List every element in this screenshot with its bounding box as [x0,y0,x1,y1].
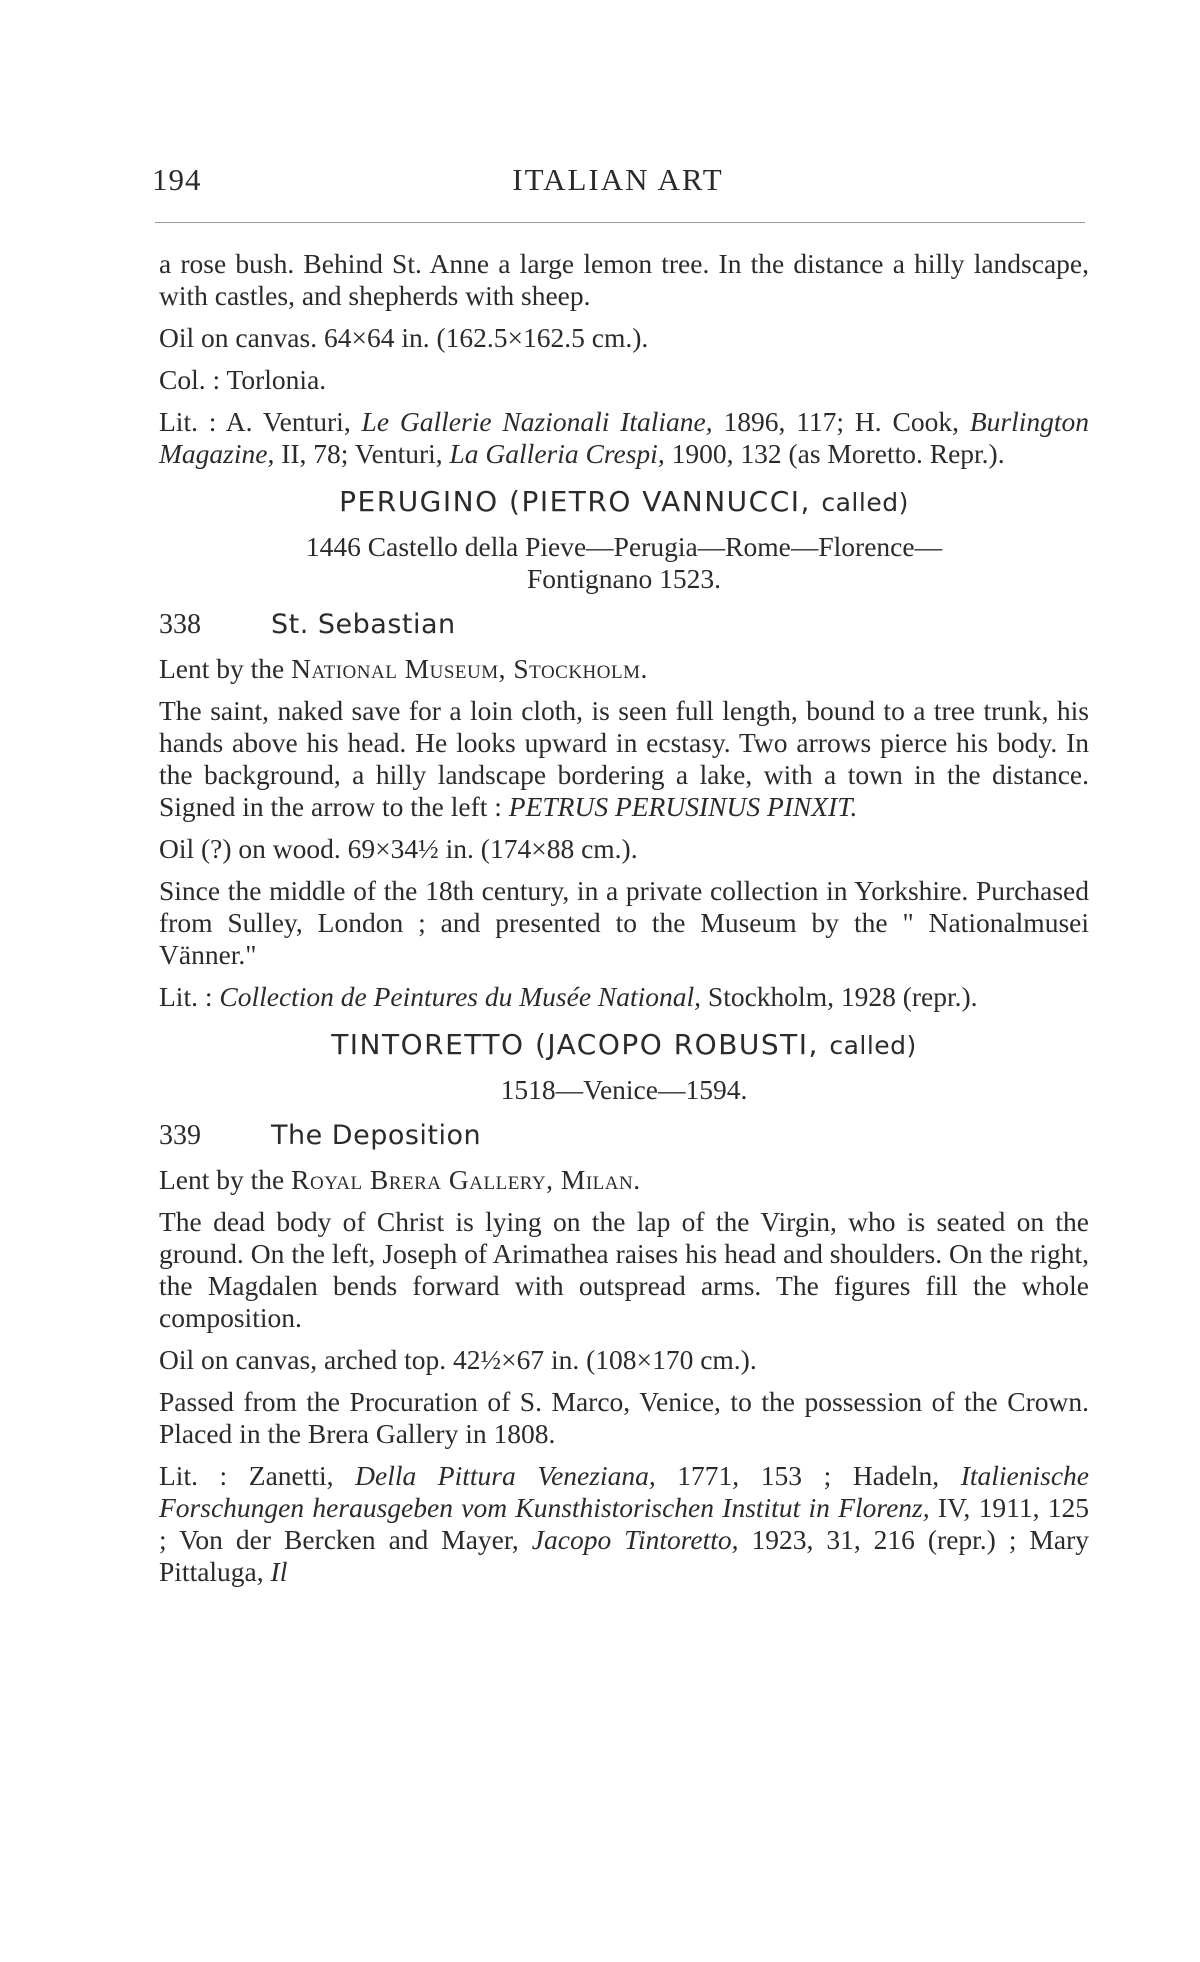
entry-provenance: Since the middle of the 18th century, in a private collection in Yorkshire. Purchased from Sulley, London ; and presented to the Museum by the " Nationalmusei Vänner." [159,875,1089,970]
continued-literature [159,406,1089,470]
page-body [159,248,1089,1598]
lit-title: Jacopo Tintoretto, [531,1524,739,1555]
entry-literature [159,981,1089,1013]
entry-title: St. Sebastian [271,609,456,640]
lit-text: Lit. : A. Venturi, [159,406,362,437]
lit-title: La Galleria Crespi, [449,438,665,469]
lent-prefix: Lent by the [159,1164,292,1195]
continued-description: a rose bush. Behind St. Anne a large lemon tree. In the distance a hilly landscape, with castles, and shepherds with sheep. [159,248,1089,311]
lit-text: Stockholm, 1928 (repr.). [701,981,978,1012]
entry-number: 338 [159,609,201,640]
artist-heading-tintoretto [159,1029,1089,1062]
running-head [152,158,1084,218]
lent-prefix: Lent by the [159,653,292,684]
lit-text: 1923, 31, 216 (repr.) ; Mary Pittaluga, [159,1524,1089,1587]
artist-dates-perugino [159,531,1089,595]
description-text: The saint, naked save for a loin cloth, is seen full length, bound to a tree trunk, his hands above his head. He looks upward in ecstasy. Two arrows pierce his body. In the background, a hilly landscape bordering a lake, with a town in the distance. Signed in the arrow to the left : [159,695,1089,822]
lit-title: Le Gallerie Nazionali Italiane, [361,406,713,437]
continued-collection: Col. : Torlonia. [159,364,327,395]
artist-called: called) [821,488,909,517]
lit-text: 1771, 153 ; Hadeln, [655,1460,961,1491]
dates-line: 1446 Castello della Pieve—Perugia—Rome—Florence— [305,531,943,562]
header-rule [155,222,1085,223]
artist-heading-perugino [159,486,1089,519]
entry-description: The dead body of Christ is lying on the lap of the Virgin, who is seated on the ground. On the left, Joseph of Arimathea raises his head and shoulders. On the right, the Magdalen bends forward with outspread arms. The figures fill the whole composition. [159,1206,1089,1333]
running-title: ITALIAN ART [512,162,724,197]
signature: PETRUS PERUSINUS PINXIT. [508,791,858,822]
entry-lender [159,1164,1089,1196]
artist-name: PERUGINO (PIETRO VANNUCCI, [339,485,811,518]
page-number: 194 [152,162,202,197]
lit-title: Italienische Forschungen herausgeben vom Kunsthistorischen Institut in Florenz, [159,1460,1089,1523]
lit-title: Della Pittura Veneziana, [355,1460,656,1491]
entry-literature [159,1460,1089,1588]
artist-dates-tintoretto: 1518—Venice—1594. [500,1074,748,1105]
artist-called: called) [829,1031,917,1060]
lit-title: Burlington Magazine, [159,406,1089,469]
entry-title: The Deposition [271,1120,482,1151]
lit-title: Collection de Peintures du Musée National, [219,981,702,1012]
entry-description [159,695,1089,823]
entry-head-338 [159,609,1089,641]
lit-title: Il [270,1556,288,1587]
entry-medium: Oil on canvas, arched top. 42½×67 in. (108×170 cm.). [159,1344,757,1375]
lit-text: Lit. : [159,981,220,1012]
dates-line: Fontignano 1523. [526,563,722,594]
artist-name: TINTORETTO (JACOPO ROBUSTI, [331,1028,819,1061]
lit-text: II, 78; Venturi, [274,438,450,469]
continued-medium: Oil on canvas. 64×64 in. (162.5×162.5 cm.). [159,322,649,353]
lender-name: Royal Brera Gallery, Milan. [291,1164,641,1195]
entry-medium: Oil (?) on wood. 69×34½ in. (174×88 cm.). [159,833,638,864]
lit-text: Lit. : Zanetti, [159,1460,356,1491]
entry-number: 339 [159,1120,201,1151]
entry-lender [159,653,1089,685]
lit-text: 1900, 132 (as Moretto. Repr.). [664,438,1005,469]
entry-head-339 [159,1120,1089,1152]
lit-text: 1896, 117; H. Cook, [712,406,970,437]
entry-provenance: Passed from the Procuration of S. Marco, Venice, to the possession of the Crown. Placed in the Brera Gallery in 1808. [159,1386,1089,1449]
lit-text: IV, 1911, 125 ; Von der Bercken and Mayer, [159,1492,1089,1555]
lender-name: National Museum, Stockholm. [291,653,648,684]
